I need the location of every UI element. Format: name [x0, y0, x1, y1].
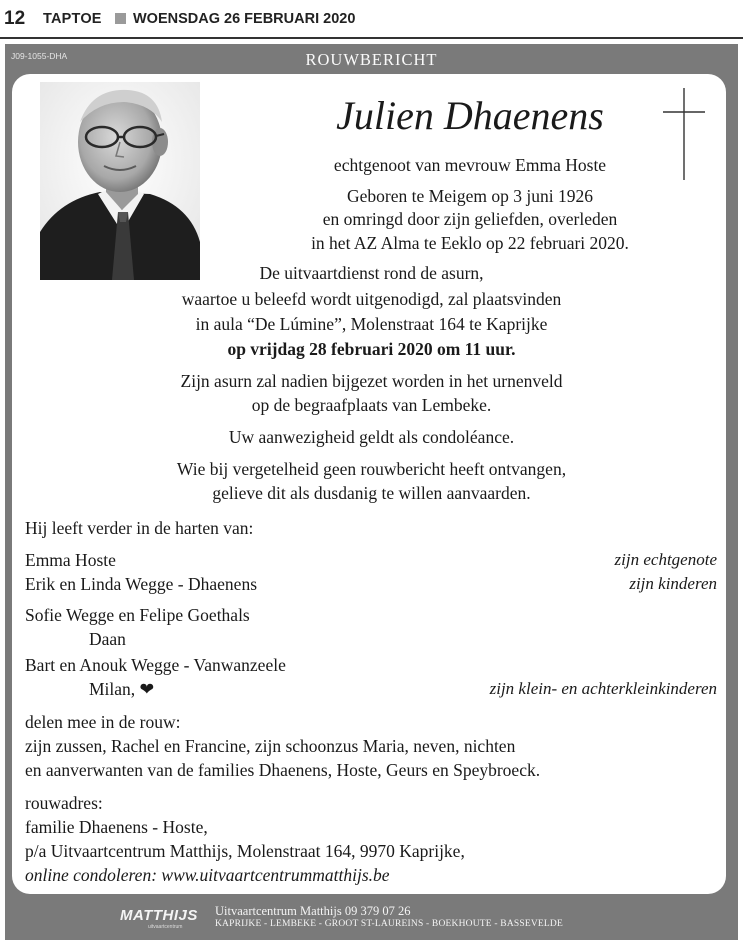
relation-children: zijn kinderen	[629, 574, 717, 593]
relatives-line: en aanverwanten van de families Dhaenens, Hoste, Geurs en Speybroeck.	[25, 760, 541, 780]
condolence-line: Uw aanwezigheid geldt als condoléance.	[228, 427, 515, 447]
family-wife: Emma Hoste	[25, 550, 116, 570]
lives-on-heading: Hij leeft verder in de harten van:	[25, 518, 254, 538]
paper-name: TAPTOE	[43, 11, 102, 27]
issue-date: WOENSDAG 26 FEBRUARI 2020	[133, 11, 356, 27]
family-greatgrandchild: Milan, ❤	[89, 679, 155, 699]
family-greatgrandchild: Daan	[89, 629, 126, 649]
newspaper-header	[0, 0, 743, 38]
relatives-line: zijn zussen, Rachel en Francine, zijn schoonzus Maria, neven, nichten	[25, 736, 516, 756]
note-line: Wie bij vergetelheid geen rouwbericht heeft ontvangen,	[176, 459, 567, 479]
funeral-home-contact: Uitvaartcentrum Matthijs 09 379 07 26	[215, 904, 411, 918]
header-rule	[0, 37, 743, 39]
notice-label: ROUWBERICHT	[305, 50, 438, 69]
logo-subtext: uitvaartcentrum	[148, 924, 183, 930]
portrait-photo	[40, 82, 200, 280]
family-grandchild: Bart en Anouk Wegge - Vanwanzeele	[25, 655, 286, 675]
bio-line: en omringd door zijn geliefden, overleden	[322, 209, 618, 229]
page-number: 12	[4, 8, 26, 29]
address-line: p/a Uitvaartcentrum Matthijs, Molenstraat 164, 9970 Kaprijke,	[25, 841, 465, 861]
note-line: gelieve dit als dusdanig te willen aanvaarden.	[212, 483, 531, 503]
service-time: op vrijdag 28 februari 2020 om 11 uur.	[227, 339, 516, 359]
address-line: familie Dhaenens - Hoste,	[25, 817, 208, 837]
online-condolence-link[interactable]: online condoleren: www.uitvaartcentrummatthijs.be	[25, 865, 390, 885]
spouse-line: echtgenoot van mevrouw Emma Hoste	[333, 155, 607, 175]
relation-grandchildren: zijn klein- en achterkleinkinderen	[489, 679, 717, 698]
reference-code: J09-1055-DHA	[11, 51, 68, 61]
deceased-name: Julien Dhaenens	[336, 93, 604, 138]
service-line: De uitvaartdienst rond de asurn,	[259, 263, 484, 283]
urn-line: op de begraafplaats van Lembeke.	[251, 395, 492, 415]
bio-line: Geboren te Meigem op 3 juni 1926	[347, 186, 593, 206]
logo-text: MATTHIJS	[120, 907, 198, 924]
relation-wife: zijn echtgenote	[614, 550, 717, 569]
bio-line: in het AZ Alma te Eeklo op 22 februari 2020.	[311, 233, 629, 253]
service-line: waartoe u beleefd wordt uitgenodigd, zal plaatsvinden	[181, 289, 562, 309]
urn-line: Zijn asurn zal nadien bijgezet worden in het urnenveld	[180, 371, 563, 391]
matthijs-logo	[118, 904, 210, 930]
family-children: Erik en Linda Wegge - Dhaenens	[25, 574, 258, 594]
service-line: in aula “De Lúmine”, Molenstraat 164 te Kaprijke	[195, 314, 548, 334]
address-heading: rouwadres:	[25, 793, 103, 813]
square-separator-icon	[115, 13, 126, 24]
funeral-home-locations: KAPRIJKE - LEMBEKE - GROOT ST-LAUREINS - BOEKHOUTE - BASSEVELDE	[215, 919, 563, 929]
share-grief-heading: delen mee in de rouw:	[25, 712, 181, 732]
family-grandchild: Sofie Wegge en Felipe Goethals	[25, 605, 250, 625]
